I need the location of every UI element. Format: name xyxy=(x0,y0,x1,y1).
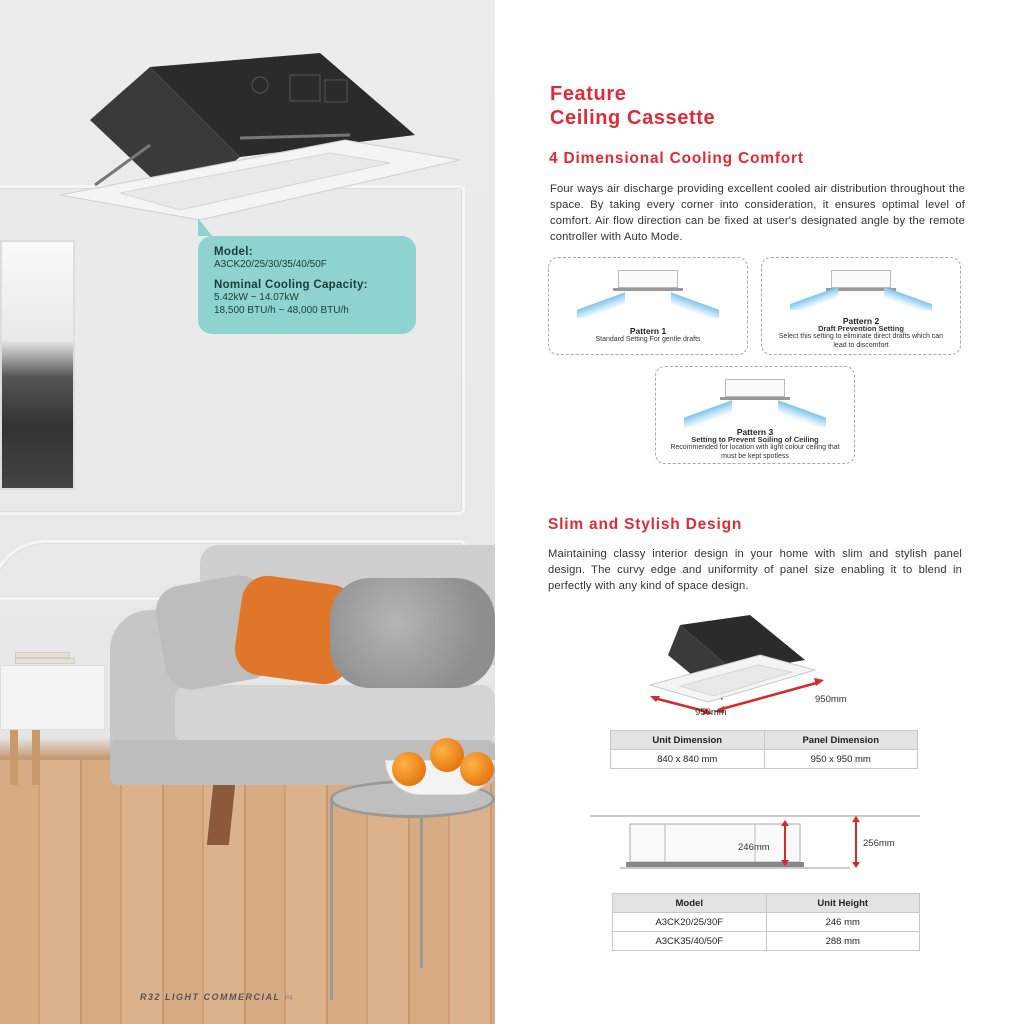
pattern-subtitle: Draft Prevention Setting xyxy=(818,324,904,333)
dimension-depth-label: 950mm xyxy=(815,694,847,705)
dimension-unit-illustration xyxy=(640,610,880,725)
footer-tag-text: R32 LIGHT COMMERCIAL xyxy=(140,992,281,1002)
table-cell: 840 x 840 mm xyxy=(611,750,765,769)
interior-photo xyxy=(0,0,495,1024)
section-heading-design: Slim and Stylish Design xyxy=(548,516,743,533)
ceiling-cassette-unit xyxy=(60,45,460,220)
fur-pillow xyxy=(330,578,495,688)
airflow-left-icon xyxy=(684,399,732,427)
book xyxy=(15,658,75,664)
pattern-title: Pattern 2 xyxy=(842,316,880,326)
page-number: P4 xyxy=(284,995,293,1002)
spec-callout xyxy=(198,236,416,334)
footer-tag xyxy=(140,992,293,1002)
section-body-cooling: Four ways air discharge providing excellent cooled air distribution throughout the space. By taking every corner into consideration, it ensures optimal level of comfort. Air flow direction can be fixed at user's designated angle by the remote controller with Auto Mode. xyxy=(550,183,965,243)
orange xyxy=(460,752,494,786)
cassette-mini-icon xyxy=(831,270,891,288)
pattern-card-1 xyxy=(548,257,748,355)
table-leg xyxy=(10,730,18,785)
table-cell: 288 mm xyxy=(766,932,920,951)
pattern-card-3 xyxy=(655,366,855,464)
page-title xyxy=(550,82,715,130)
total-height-label: 256mm xyxy=(863,838,895,849)
table-cell: 950 x 950 mm xyxy=(764,750,918,769)
pattern-title: Pattern 3 xyxy=(736,427,774,437)
section-heading-cooling: 4 Dimensional Cooling Comfort xyxy=(549,150,804,167)
airflow-right-icon xyxy=(778,399,826,427)
table-cell: A3CK35/40/50F xyxy=(613,932,767,951)
capacity-label: Nominal Cooling Capacity: xyxy=(214,279,368,291)
table-leg xyxy=(32,730,40,785)
pattern-title: Pattern 1 xyxy=(629,326,667,336)
height-table xyxy=(612,893,920,951)
dimension-table xyxy=(610,730,918,769)
orange xyxy=(430,738,464,772)
pattern-subtitle: Setting to Prevent Soiling of Ceiling xyxy=(691,435,819,444)
section-body-design: Maintaining classy interior design in your home with slim and stylish panel design. The curvy edge and uniformity of panel size enabling it to blend in perfectly with any kind of space design. xyxy=(548,548,962,592)
table-header: Unit Height xyxy=(766,894,920,913)
table-row xyxy=(613,913,920,932)
cassette-mini-icon xyxy=(725,379,785,397)
pattern-card-2 xyxy=(761,257,961,355)
capacity-kw: 5.42kW ~ 14.07kW xyxy=(214,292,299,303)
title-line-2: Ceiling Cassette xyxy=(550,107,716,129)
table-row xyxy=(613,932,920,951)
model-label: Model: xyxy=(214,246,253,258)
coffee-table-leg xyxy=(420,818,423,968)
table-header: Panel Dimension xyxy=(764,731,918,750)
airflow-right-icon xyxy=(884,288,932,310)
cassette-mini-icon xyxy=(618,270,678,288)
coffee-table-leg xyxy=(330,800,333,1000)
dimension-width-label: 950mm xyxy=(695,707,727,718)
side-table xyxy=(0,665,105,730)
wall-painting xyxy=(0,240,75,490)
sofa-seat xyxy=(175,685,495,745)
airflow-left-icon xyxy=(790,288,838,310)
pattern-desc: Recommended for location with light colour ceiling that must be kept spotless xyxy=(670,444,840,460)
table-cell: A3CK20/25/30F xyxy=(613,913,767,932)
unit-height-label: 246mm xyxy=(738,842,770,853)
orange xyxy=(392,752,426,786)
capacity-btu: 18,500 BTU/h ~ 48,000 BTU/h xyxy=(214,305,349,316)
table-row xyxy=(611,750,918,769)
airflow-left-icon xyxy=(577,292,625,318)
pattern-desc: Standard Setting For gentle drafts xyxy=(595,336,701,343)
airflow-right-icon xyxy=(671,292,719,318)
model-value: A3CK20/25/30/35/40/50F xyxy=(214,259,327,270)
table-header: Model xyxy=(613,894,767,913)
pattern-desc: Select this setting to eliminate direct drafts which can lead to discomfort xyxy=(778,333,944,349)
table-header: Unit Dimension xyxy=(611,731,765,750)
table-cell: 246 mm xyxy=(766,913,920,932)
title-line-1: Feature xyxy=(550,83,627,105)
